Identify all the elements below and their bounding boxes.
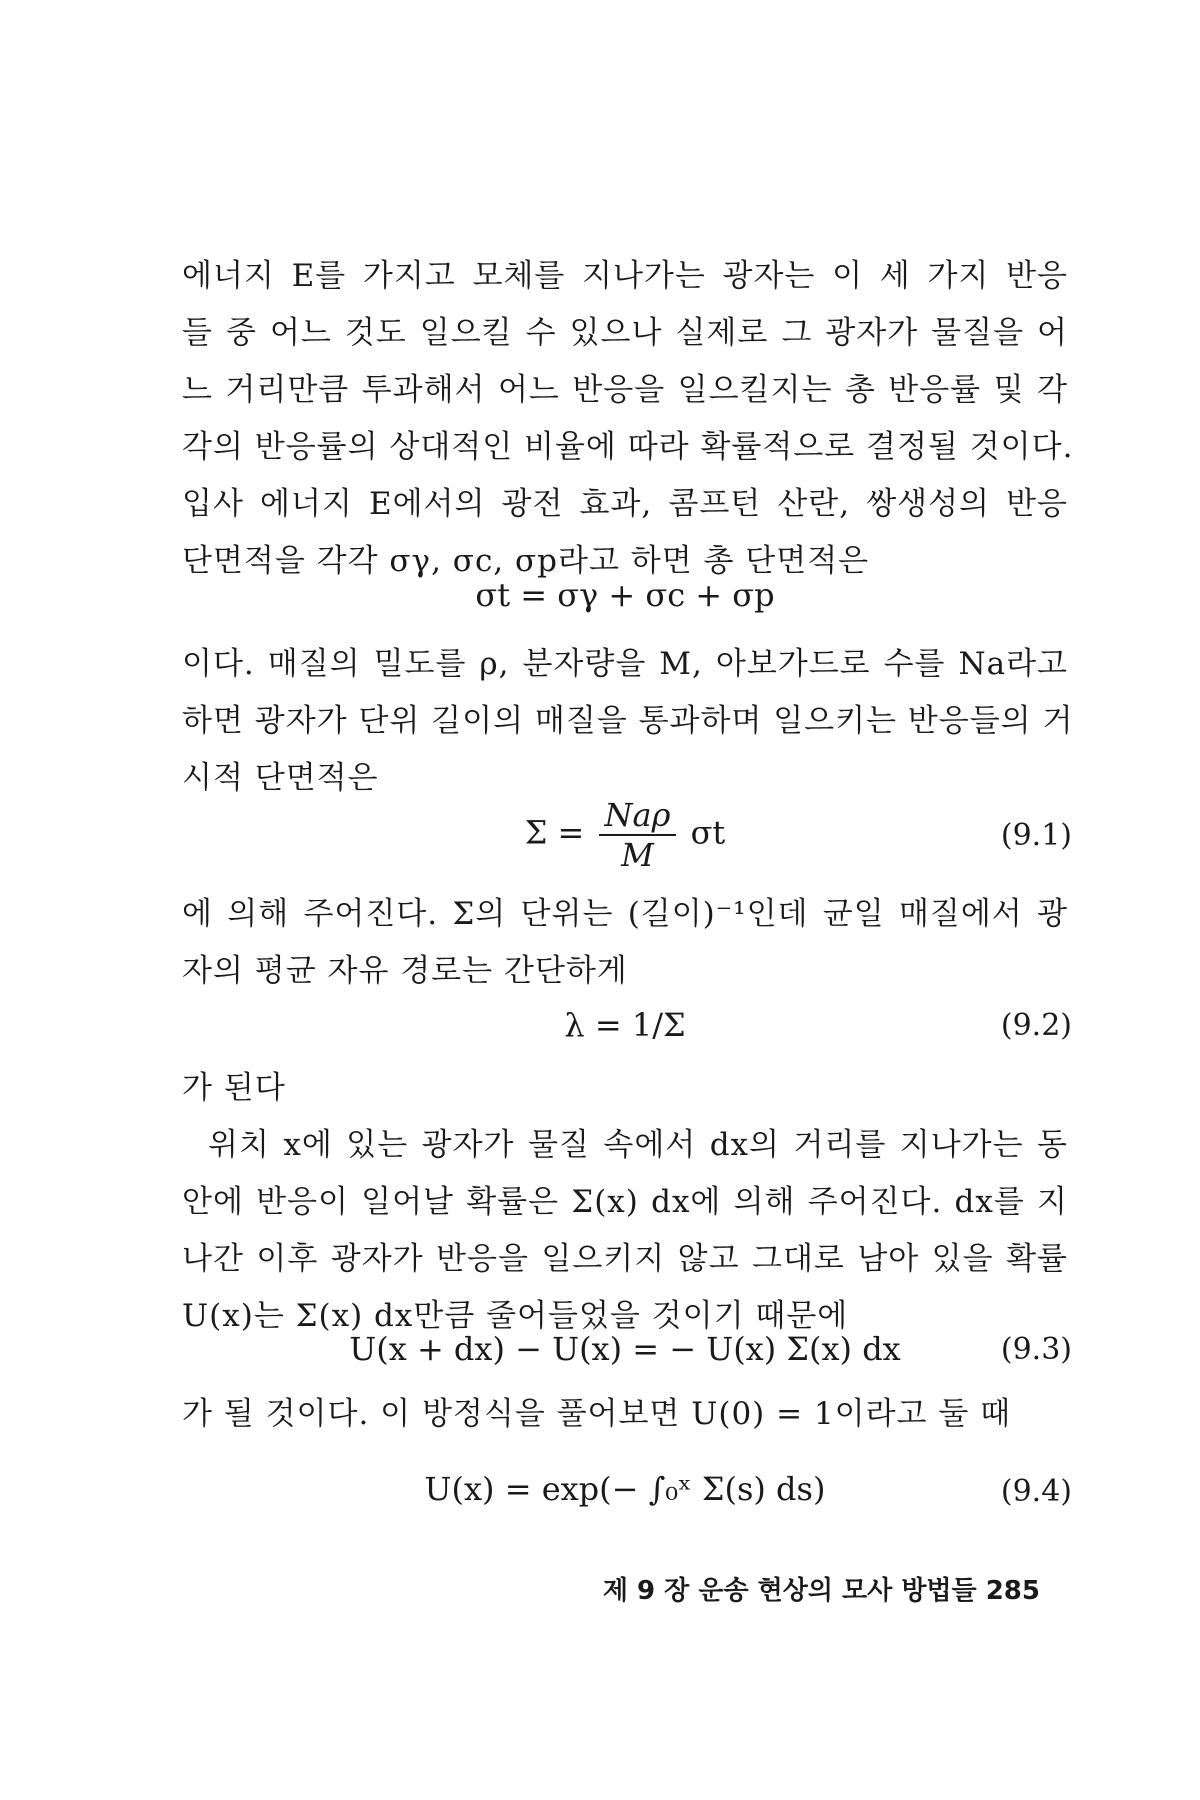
equation-9-2: λ = 1/Σ bbox=[564, 1006, 686, 1044]
equation-number: (9.2) bbox=[1000, 1008, 1072, 1043]
equation-number: (9.4) bbox=[1000, 1474, 1072, 1509]
fraction-denominator: M bbox=[621, 836, 654, 874]
equation-9-4: U(x) = exp(− ∫₀ˣ Σ(s) ds) bbox=[424, 1470, 826, 1508]
paragraph-survival-probability bbox=[182, 1060, 1068, 1345]
paragraph-macroscopic-cross-section bbox=[182, 636, 1074, 807]
equation-number: (9.1) bbox=[1000, 818, 1072, 853]
text-line: 느 거리만큼 투과해서 어느 반응을 일으킬지는 총 반응률 및 각 bbox=[182, 372, 1068, 408]
text-line: 자의 평균 자유 경로는 간단하게 bbox=[182, 953, 628, 989]
paragraph-reaction-probability bbox=[182, 248, 1074, 590]
text-line: 입사 에너지 E에서의 광전 효과, 콤프턴 산란, 쌍생성의 반응 bbox=[182, 486, 1068, 522]
text-line: 단면적을 각각 σγ, σc, σp라고 하면 총 단면적은 bbox=[182, 543, 870, 579]
paragraph-solution bbox=[182, 1386, 1068, 1443]
text-line: U(x)는 Σ(x) dx만큼 줄어들었을 것이기 때문에 bbox=[182, 1298, 849, 1334]
paragraph-mean-free-path bbox=[182, 886, 1068, 1000]
equation-9-3: U(x + dx) − U(x) = − U(x) Σ(x) dx bbox=[349, 1330, 901, 1368]
equation-lhs: Σ = bbox=[524, 813, 585, 852]
text-line: 안에 반응이 일어날 확률은 Σ(x) dx에 의해 주어진다. dx를 지 bbox=[182, 1184, 1068, 1220]
equation-total-cross-section: σt = σγ + σc + σp bbox=[475, 576, 775, 614]
equation-number: (9.3) bbox=[1000, 1332, 1072, 1367]
text-line: 나간 이후 광자가 반응을 일으키지 않고 그대로 남아 있을 확률 bbox=[182, 1241, 1068, 1277]
text-line: 가 된다 bbox=[182, 1070, 286, 1106]
text-line: 위치 x에 있는 광자가 물질 속에서 dx의 거리를 지나가는 동 bbox=[208, 1127, 1068, 1163]
page-footer: 제 9 장 운송 현상의 모사 방법들 285 bbox=[602, 1576, 1040, 1606]
text-line: 에 의해 주어진다. Σ의 단위는 (길이)⁻¹인데 균일 매질에서 광 bbox=[182, 896, 1068, 932]
equation-rhs: σt bbox=[690, 813, 726, 852]
equation-9-1 bbox=[182, 796, 1068, 874]
text-line: 가 될 것이다. 이 방정식을 풀어보면 U(0) = 1이라고 둘 때 bbox=[182, 1396, 1012, 1432]
text-line: 하면 광자가 단위 길이의 매질을 통과하며 일으키는 반응들의 거 bbox=[182, 703, 1074, 739]
text-line: 이다. 매질의 밀도를 ρ, 분자량을 M, 아보가드로 수를 Na라고 bbox=[182, 646, 1068, 682]
text-line: 에너지 E를 가지고 모체를 지나가는 광자는 이 세 가지 반응 bbox=[182, 258, 1068, 294]
fraction bbox=[599, 796, 677, 874]
text-line: 들 중 어느 것도 일으킬 수 있으나 실제로 그 광자가 물질을 어 bbox=[182, 315, 1068, 351]
text-line: 각의 반응률의 상대적인 비율에 따라 확률적으로 결정될 것이다. bbox=[182, 429, 1074, 465]
fraction-numerator: Naρ bbox=[599, 796, 677, 836]
text-line: 시적 단면적은 bbox=[182, 760, 379, 796]
